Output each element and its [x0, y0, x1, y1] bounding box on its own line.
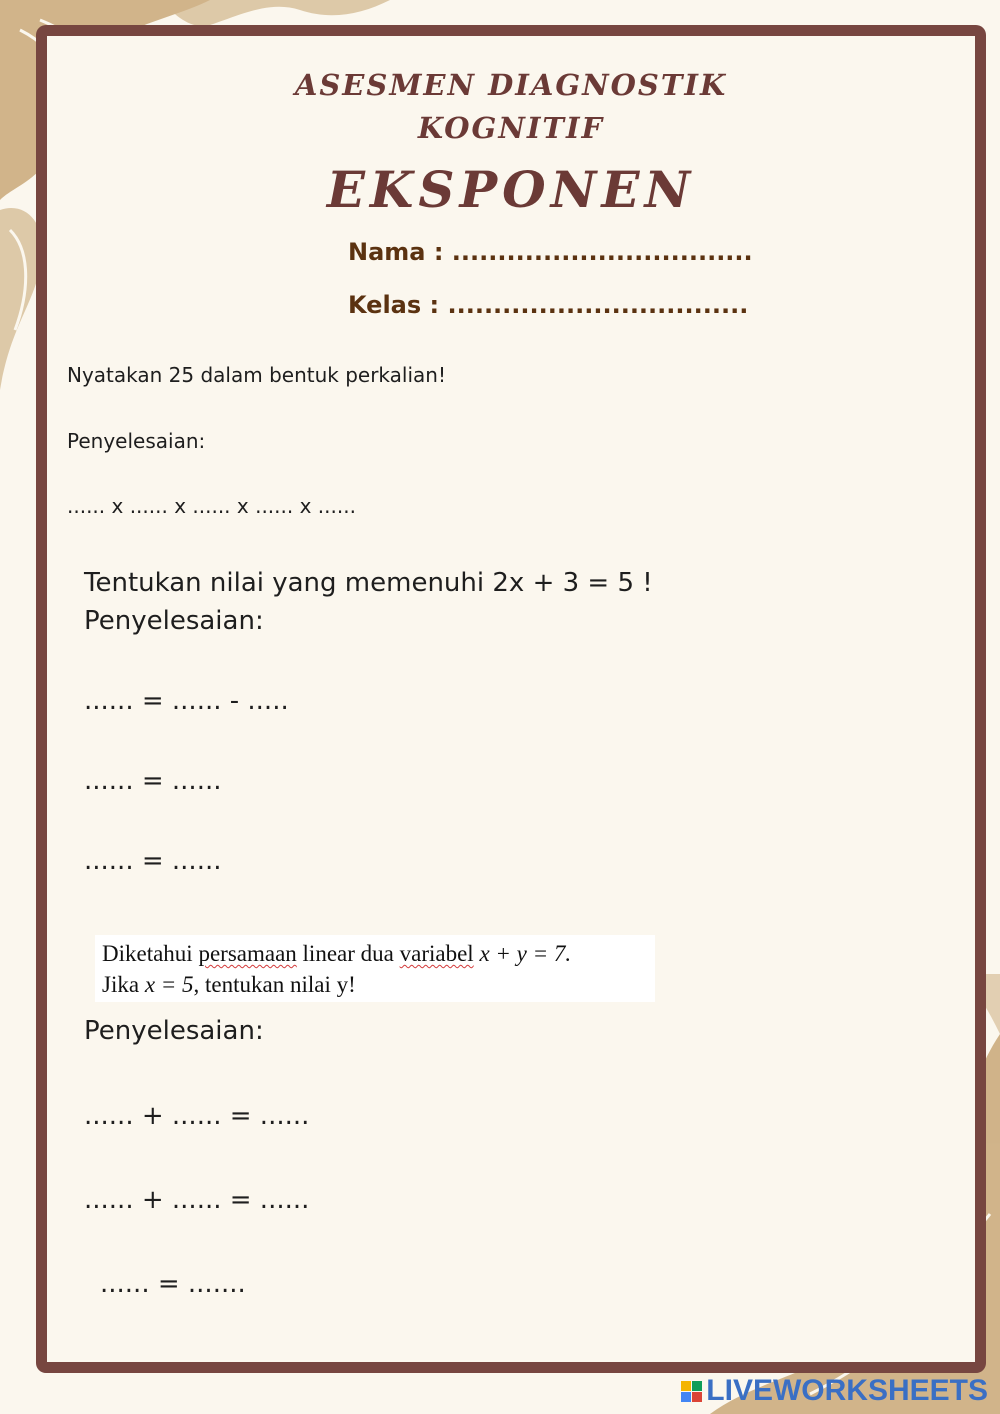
question-1-prompt: Nyatakan 25 dalam bentuk perkalian! — [67, 363, 446, 387]
title-line-2: KOGNITIF — [417, 111, 605, 145]
q3-equation: x + y = 7. — [473, 941, 572, 966]
question-3-prompt-image — [95, 935, 655, 1002]
question-3-solution-label: Penyelesaian: — [84, 1016, 264, 1046]
name-field[interactable]: Nama : ................................. — [348, 238, 753, 266]
q3-spellcheck-word: persamaan — [198, 941, 297, 966]
q3-given-value: x = 5 — [144, 972, 194, 997]
question-2-step-3[interactable]: ...... = ...... — [84, 846, 222, 876]
q3-text: Jika — [102, 972, 145, 997]
worksheet-frame — [36, 25, 986, 1373]
class-field[interactable]: Kelas : ................................. — [348, 291, 749, 319]
question-3-step-2[interactable]: ...... + ...... = ...... — [84, 1185, 310, 1215]
question-3-prompt-line-2 — [102, 969, 655, 1000]
topic-title: EKSPONEN — [326, 160, 696, 219]
q3-text: , tentukan nilai y! — [193, 972, 356, 997]
question-3-prompt-line-1 — [102, 938, 655, 969]
question-2-solution-label: Penyelesaian: — [84, 606, 264, 636]
q3-text: linear dua — [296, 941, 400, 966]
question-2-step-1[interactable]: ...... = ...... - ..... — [84, 686, 289, 716]
liveworksheets-brand[interactable] — [681, 1374, 988, 1408]
q3-text: Diketahui — [102, 941, 199, 966]
question-3-step-3[interactable]: ...... = ....... — [100, 1269, 246, 1299]
question-2-step-2[interactable]: ...... = ...... — [84, 766, 222, 796]
question-1-solution-label: Penyelesaian: — [67, 429, 206, 453]
q3-spellcheck-word: variabel — [399, 941, 474, 966]
question-3-step-1[interactable]: ...... + ...... = ...... — [84, 1101, 310, 1131]
question-2-prompt: Tentukan nilai yang memenuhi 2x + 3 = 5 ! — [84, 568, 653, 598]
title-line-1: ASESMEN DIAGNOSTIK — [294, 68, 728, 102]
question-1-answer-line[interactable]: ...... x ...... x ...... x ...... x ...... — [67, 494, 356, 518]
brand-text: LIVEWORKSHEETS — [706, 1374, 988, 1407]
liveworksheets-logo-icon — [681, 1381, 702, 1402]
